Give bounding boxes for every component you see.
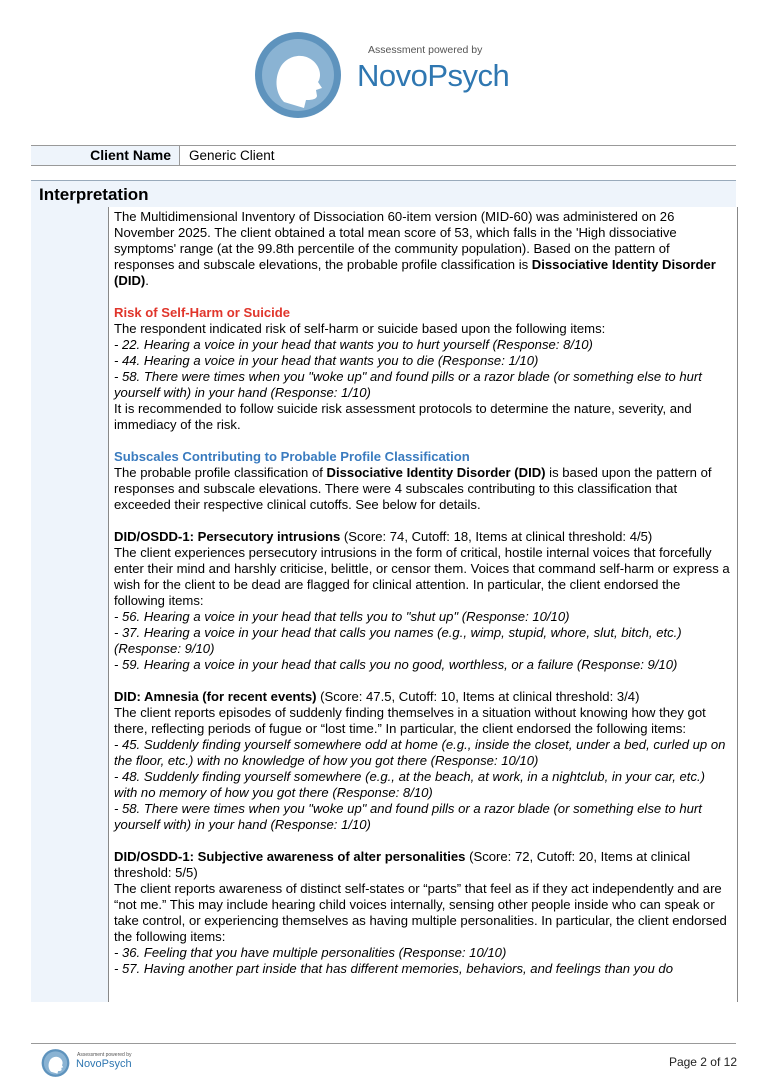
footer-logo (40, 1048, 150, 1078)
interpretation-header (31, 180, 736, 208)
subscales-heading: Subscales Contributing to Probable Profile Classification (114, 449, 470, 464)
subscale-description: The client experiences persecutory intrusions in the form of critical, hostile internal voices that forcefully enter their mind and harshly criticise, belittle, or censor them. Voices that command self-harm or express a wish for the client to be dead are flagged for clinical attention. In particular, the client endorsed the following items: (114, 545, 730, 608)
risk-heading: Risk of Self-Harm or Suicide (114, 305, 291, 320)
intro-paragraph: The Multidimensional Inventory of Dissociation 60-item version (MID-60) was administered on 26 November 2025. The client obtained a total mean score of 53, which falls in the 'High dissociative symptoms' range (at the 99.8th percentile of the community population). Based on the pattern of responses and subscale elevations, the probable profile classification is Dissociative Identity Disorder (DID). (114, 209, 716, 288)
subscale-title: DID/OSDD-1: Subjective awareness of alter personalities (Score: 72, Cutoff: 20, Items at clinical threshold: 5/5) (114, 849, 691, 880)
subscale-item: - 58. There were times when you "woke up" and found pills or a razor blade (or something else to hurt yourself with) in your hand (Response: 1/10) (114, 801, 702, 832)
risk-intro: The respondent indicated risk of self-harm or suicide based upon the following items: (114, 321, 606, 336)
risk-item: - 44. Hearing a voice in your head that wants you to die (Response: 1/10) (114, 353, 539, 368)
brand-name: NovoPsych (357, 58, 510, 93)
subscale-item: - 37. Hearing a voice in your head that calls you names (e.g., wimp, stupid, whore, slut, bitch, etc.) (Response: 9/10) (114, 625, 682, 656)
profile-classification: Dissociative Identity Disorder (DID) (114, 257, 716, 288)
subscale-item: - 36. Feeling that you have multiple personalities (Response: 10/10) (114, 945, 507, 960)
subscale-item: - 57. Having another part inside that has different memories, behaviors, and feelings than you do (114, 961, 673, 976)
subscale-title: DID: Amnesia (for recent events) (Score: 47.5, Cutoff: 10, Items at clinical threshold: 3/4) (114, 689, 640, 704)
subscale-item: - 48. Suddenly finding yourself somewhere (e.g., at the beach, at work, in a nightclub, in your car, etc.) with no memory of how you got there (Response: 8/10) (114, 769, 705, 800)
client-name-value: Generic Client (189, 148, 275, 163)
section-side-panel (31, 207, 108, 1002)
subscale-item: - 56. Hearing a voice in your head that tells you to "shut up" (Response: 10/10) (114, 609, 570, 624)
client-name-label: Client Name (90, 147, 171, 163)
footer-divider (31, 1043, 736, 1044)
head-profile-logo-icon (40, 1048, 71, 1078)
subscale-item: - 45. Suddenly finding yourself somewhere odd at home (e.g., inside the closet, under a bed, curled up on the floor, etc.) with no knowledge of how you got there (Response: 10/10) (114, 737, 726, 768)
interpretation-content (114, 209, 730, 977)
subscale-description: The client reports awareness of distinct self-states or “parts” that feel as if they act independently and are “not me.” This may include hearing child voices internally, sensing other people inside who can speak or take control, or experiencing themselves as having multiple personalities. In particular, the client endorsed the following items: (114, 881, 727, 944)
risk-item: - 22. Hearing a voice in your head that wants you to hurt yourself (Response: 8/10) (114, 337, 593, 352)
subscale-item: - 59. Hearing a voice in your head that calls you no good, worthless, or a failure (Response: 9/10) (114, 657, 678, 672)
risk-item: - 58. There were times when you "woke up" and found pills or a razor blade (or something else to hurt yourself with) in your hand (Response: 1/10) (114, 369, 702, 400)
subscale-description: The client reports episodes of suddenly finding themselves in a situation without knowing how they got there, reflecting periods of fugue or “lost time.” In particular, the client endorsed the following items: (114, 705, 706, 736)
footer-brand-name: NovoPsych (76, 1058, 132, 1070)
risk-recommendation: It is recommended to follow suicide risk assessment protocols to determine the nature, severity, and immediacy of the risk. (114, 401, 692, 432)
subscales-paragraph: The probable profile classification of Dissociative Identity Disorder (DID) is based upon the pattern of responses and subscale elevations. There were 4 subscales contributing to this classification that exceeded their respective clinical cutoffs. See below for details. (114, 465, 712, 512)
section-title: Interpretation (39, 185, 149, 204)
client-label-cell (31, 146, 180, 165)
footer-powered-by: Assessment powered by (77, 1052, 132, 1058)
powered-by-text: Assessment powered by (368, 44, 483, 56)
novopsych-logo (250, 30, 530, 120)
client-name-row (31, 145, 736, 166)
page-number: Page 2 of 12 (668, 1055, 737, 1069)
subscale-title: DID/OSDD-1: Persecutory intrusions (Score: 74, Cutoff: 18, Items at clinical threshold: 4/5) (114, 529, 653, 544)
head-profile-logo-icon (250, 30, 346, 120)
